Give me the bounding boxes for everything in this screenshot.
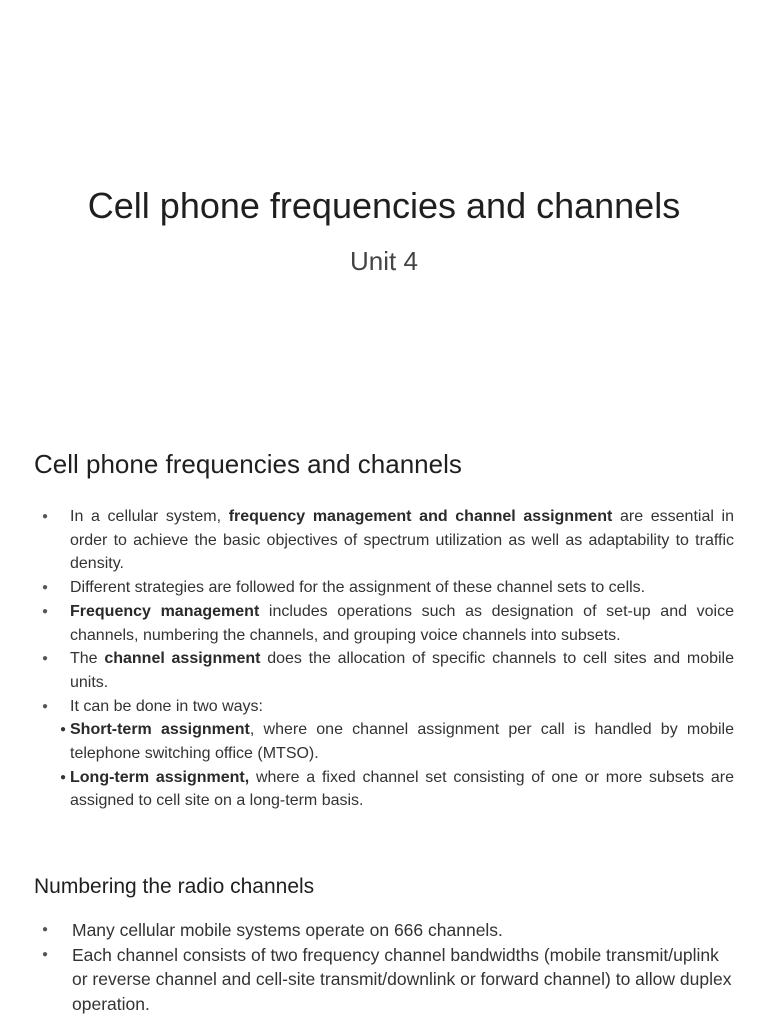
bullet-text: The — [70, 650, 105, 668]
section-heading-frequencies: Cell phone frequencies and channels — [34, 449, 462, 479]
bullet-item: ● Many cellular mobile systems operate on 666 channels. — [42, 918, 734, 943]
bullet-list-numbering — [42, 918, 734, 1016]
bullet-text: includes operations such as designation of set-up and voice channels, numbering the channels, and grouping voice channels into subsets. — [70, 602, 734, 644]
bullet-dot-icon: ● — [60, 724, 67, 736]
bullet-text: does the allocation of specific channels to cell sites and mobile units. — [70, 650, 735, 691]
section-heading-numbering: Numbering the radio channels — [34, 875, 315, 898]
bullet-item: ● Each channel consists of two frequency channel bandwidths (mobile transmit/uplink or reverse channel and cell-site transmit/downlink or forward channel) to allow duplex operation. — [42, 943, 734, 1017]
sub-bullet-item — [42, 766, 734, 813]
bullet-bold-text: frequency management and channel assignment — [228, 508, 613, 525]
bullet-list-frequencies — [42, 505, 734, 813]
bullet-text: where a fixed channel set consisting of one or more subsets are assigned to cell site on a long-term basis. — [70, 768, 735, 810]
bullet-text: are essential in order to achieve the basic objectives of spectrum utilization as well as adaptability to traffic density. — [70, 508, 735, 573]
bullet-item — [42, 600, 734, 647]
bullet-dot-icon: ● — [60, 771, 67, 783]
bullet-text: In a cellular system, — [70, 508, 229, 525]
bullet-text: It can be done in two ways: — [70, 697, 263, 715]
sub-bullet-item — [42, 718, 734, 765]
slide-subtitle: Unit 4 — [350, 246, 418, 276]
bullet-text: , where one channel assignment per call is handled by mobile telephone switching office (MTSO). — [70, 721, 735, 763]
bullet-bold-text: Frequency management — [70, 602, 260, 620]
bullet-bold-text: Long-term assignment, — [70, 768, 250, 786]
bullet-text: Different strategies are followed for the assignment of these channel sets to cells. — [70, 579, 646, 597]
bullet-item — [42, 505, 734, 576]
bullet-item — [42, 647, 734, 694]
bullet-item — [42, 576, 734, 600]
bullet-item — [42, 695, 734, 719]
bullet-bold-text: channel assignment — [104, 650, 261, 668]
bullet-bold-text: Short-term assignment — [70, 721, 250, 739]
slide-title: Cell phone frequencies and channels — [87, 185, 681, 226]
